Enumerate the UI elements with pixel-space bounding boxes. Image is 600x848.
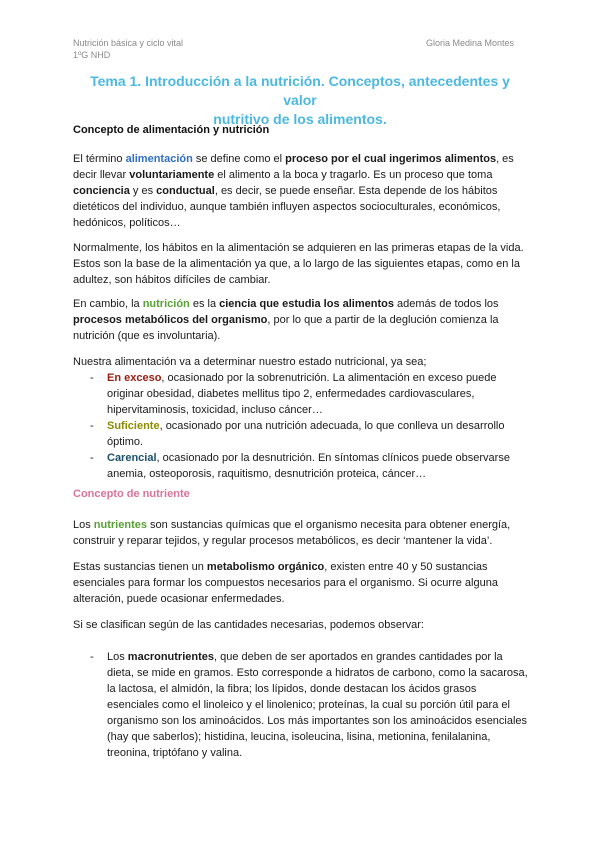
keyword-nutricion: nutrición [142, 298, 190, 310]
p3-bold-2: procesos metabólicos del organismo [73, 314, 268, 326]
list1-item1-text: , ocasionado por la sobrenutrición. La alimentación en exceso puede originar obesidad, diabetes mellitus tipo 2, enfermedades cardiovasculares, hipervitaminosis, toxicidad, incluso cáncer… [107, 372, 497, 416]
p4-text: Nuestra alimentación va a determinar nuestro estado nutricional, ya sea; [73, 356, 427, 368]
header-left [73, 37, 183, 61]
header-author: Gloria Medina Montes [426, 38, 515, 48]
p1-bold-4: conductual [156, 185, 215, 197]
p2-text: Normalmente, los hábitos en la alimentación se adquieren en las primeras etapas de la vida. Estos son la base de la alimentación ya que, a lo largo de las siguientes etapas, como en la adultez, son hábitos difíciles de cambiar. [73, 242, 524, 286]
p5-text-2: son sustancias químicas que el organismo necesita para obtener energía, construir y reparar tejidos, y regular procesos metabólicos, es decir ‘mantener la vida’. [73, 519, 511, 547]
p1-text-5: y es [129, 185, 157, 197]
list-item-macronutrientes [73, 649, 529, 761]
p3-text-4: , por lo que a partir de la deglución comienza la nutrición (que es involuntaria). [73, 314, 499, 342]
p1-text-1: El término [73, 153, 126, 165]
p3-text-3: además de todos los [393, 298, 499, 310]
list-item-exceso [73, 370, 529, 418]
section1-heading: Concepto de alimentación y nutrición [73, 124, 270, 136]
list2-item1-text-2: , que deben de ser aportados en grandes cantidades por la dieta, se mide en gramos. Esto corresponde a hidratos de carbono, como la sacarosa, la lactosa, el almidón, la fibra; los lípidos, donde destacan los ácidos grasos esenciales como el linoleico y el linolenico; proteínas, la cual su porción útil para el organismo son los aminoácidos. Los más importantes son los aminoácidos esenciales (hay que saberlos); histidina, leucina, isoleucina, lisina, metionina, fenilalanina, treonina, triptófano y valina. [107, 651, 528, 759]
list-dash: - [90, 420, 94, 432]
section-heading-nutriente [73, 486, 529, 502]
keyword-nutrientes: nutrientes [93, 519, 147, 531]
title-line-1: Tema 1. Introducción a la nutrición. Conceptos, antecedentes y valor [90, 73, 510, 108]
keyword-suficiente: Suficiente [107, 420, 160, 432]
p1-text-6: , es decir, se puede enseñar. Esta depende de los hábitos dietéticos del individuo, aunque también influyen aspectos socioculturales, económicos, hedónicos, políticos… [73, 185, 501, 229]
list-item-carencial [73, 450, 529, 482]
p5-text-1: Los [73, 519, 94, 531]
list-macronutrientes [73, 649, 529, 761]
header-course: Nutrición básica y ciclo vital [73, 38, 184, 48]
paragraph-nutricion [73, 296, 529, 344]
p1-text-3: , es decir llevar [73, 153, 514, 181]
list-item-suficiente [73, 418, 529, 450]
keyword-alimentacion: alimentación [125, 153, 193, 165]
header-group: 1ºG NHD [73, 50, 111, 60]
paragraph-estado-nutricional [73, 354, 529, 482]
section-heading-alimentacion [73, 122, 529, 138]
paragraph-metabolismo [73, 559, 529, 607]
p7-text: Si se clasifican según de las cantidades necesarias, podemos observar: [73, 619, 424, 631]
p3-text-1: En cambio, la [73, 298, 143, 310]
keyword-en-exceso: En exceso [107, 372, 162, 384]
p1-bold-1: proceso por el cual ingerimos alimentos [285, 153, 497, 165]
p3-bold-1: ciencia que estudia los alimentos [219, 298, 394, 310]
p1-bold-2: voluntariamente [129, 169, 215, 181]
p3-text-2: es la [189, 298, 220, 310]
paragraph-habitos [73, 240, 529, 288]
list-dash: - [90, 452, 94, 464]
keyword-carencial: Carencial [107, 452, 157, 464]
p1-text-2: se define como el [192, 153, 286, 165]
list-dash: - [90, 372, 94, 384]
list1-item3-text: , ocasionado por la desnutrición. En síntomas clínicos puede observarse anemia, osteoporosis, raquitismo, desnutrición proteica, cáncer… [107, 452, 510, 480]
list1-item2-text: , ocasionado por una nutrición adecuada, lo que conlleva un desarrollo óptimo. [107, 420, 505, 448]
paragraph-clasificacion [73, 617, 529, 633]
p6-text-1: Estas sustancias tienen un [73, 561, 207, 573]
section2-heading: Concepto de nutriente [73, 488, 190, 500]
list-dash: - [90, 651, 94, 663]
page-title [73, 72, 527, 129]
p1-text-4: el alimento a la boca y tragarlo. Es un proceso que toma [214, 169, 493, 181]
p6-bold-1: metabolismo orgánico [206, 561, 325, 573]
paragraph-alimentacion [73, 151, 529, 231]
keyword-macronutrientes: macronutrientes [127, 651, 214, 663]
p1-bold-3: conciencia [73, 185, 130, 197]
list2-item1-text-1: Los [107, 651, 128, 663]
title-line-2: nutritivo de los alimentos. [213, 111, 387, 127]
paragraph-nutrientes [73, 517, 529, 549]
p6-text-2: , existen entre 40 y 50 sustancias esenciales para formar los compuestos necesarios para el organismo. Si ocurre alguna alteración, puede ocasionar enfermedades. [73, 561, 498, 605]
